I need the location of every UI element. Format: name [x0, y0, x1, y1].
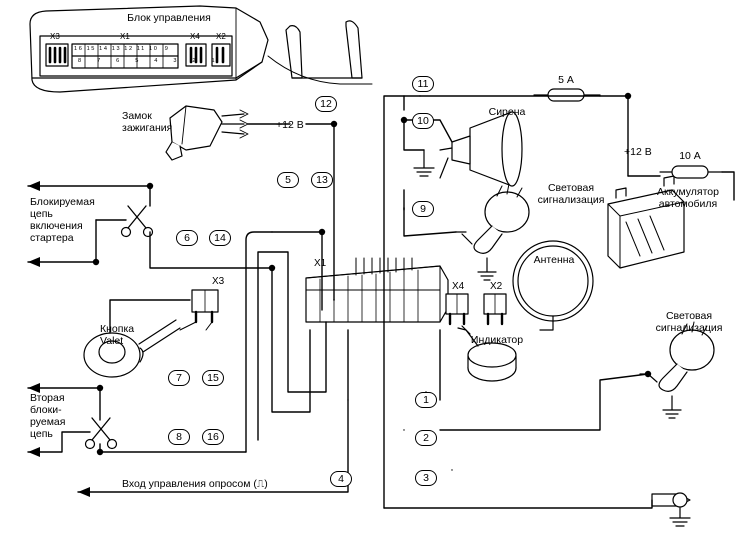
connector-label-x2-top: X2	[216, 32, 226, 41]
label-fuse-10a: 10 А	[679, 150, 701, 162]
callout-3: 3	[415, 470, 437, 486]
connector-label-x4-main: X4	[452, 281, 465, 292]
label-control-unit: Блок управления	[127, 12, 211, 24]
callout-9: 9	[412, 201, 434, 217]
connector-label-x1-main: X1	[314, 258, 327, 269]
label-valet-button: Кнопка Valet	[100, 323, 135, 347]
connector-label-x3-top: X3	[50, 32, 60, 41]
callout-4: 4	[330, 471, 352, 487]
callout-7: 7	[168, 370, 190, 386]
connector-label-x2-main: X2	[490, 281, 503, 292]
label-plus12v-ignition: +12 В	[276, 119, 304, 131]
callout-14: 14	[209, 230, 231, 246]
light-bulb-bottom-symbol	[640, 322, 714, 418]
label-fuse-5a: 5 А	[558, 74, 574, 86]
callout-6: 6	[176, 230, 198, 246]
callout-16: 16	[202, 429, 224, 445]
label-antenna: Антенна	[533, 254, 575, 266]
fuse-10a-symbol	[660, 166, 722, 178]
label-battery: Аккумулятор автомобиля	[657, 186, 719, 210]
callout-8: 8	[168, 429, 190, 445]
scissors-icon-1	[122, 206, 153, 237]
connector-x2-plug	[484, 294, 506, 324]
label-indicator: Индикатор	[470, 334, 524, 346]
label-poll-input: Вход управления опросом (⎍)	[122, 478, 268, 490]
connector-x1-main	[306, 258, 448, 322]
callout-2: 2	[415, 430, 437, 446]
connector-x4-plug	[446, 294, 468, 324]
callout-15: 15	[202, 370, 224, 386]
callout-11: 11	[412, 76, 434, 92]
label-second-circuit: Вторая блоки- руемая цепь	[30, 392, 66, 440]
terminal-row-bottom: 8 7 6 5 4 3 2 1	[78, 58, 222, 64]
fuse-5a-symbol	[534, 89, 600, 101]
connector-label-x4-top: X4	[190, 32, 200, 41]
callout-5: 5	[277, 172, 299, 188]
label-ignition-lock: Замок зажигания	[122, 110, 173, 134]
connector-label-x3-main: X3	[212, 276, 225, 287]
connector-label-x1-top: X1	[120, 32, 130, 41]
callout-13: 13	[311, 172, 333, 188]
terminal-row-top: 16 15 14 13 12 11 10 9	[74, 46, 170, 52]
label-plus12v-battery: +12 В	[624, 146, 652, 158]
callout-1: 1	[415, 392, 437, 408]
label-light-signal-bottom: Световая сигнализация	[655, 310, 723, 334]
callout-10: 10	[412, 113, 434, 129]
label-siren: Сирена	[488, 106, 526, 118]
label-light-signal-top: Световая сигнализация	[537, 182, 605, 206]
connector-x3-plug	[180, 290, 218, 330]
callout-12: 12	[315, 96, 337, 112]
label-starter-circuit: Блокируемая цепь включения стартера	[30, 196, 95, 244]
chassis-ground-symbol	[652, 493, 690, 526]
